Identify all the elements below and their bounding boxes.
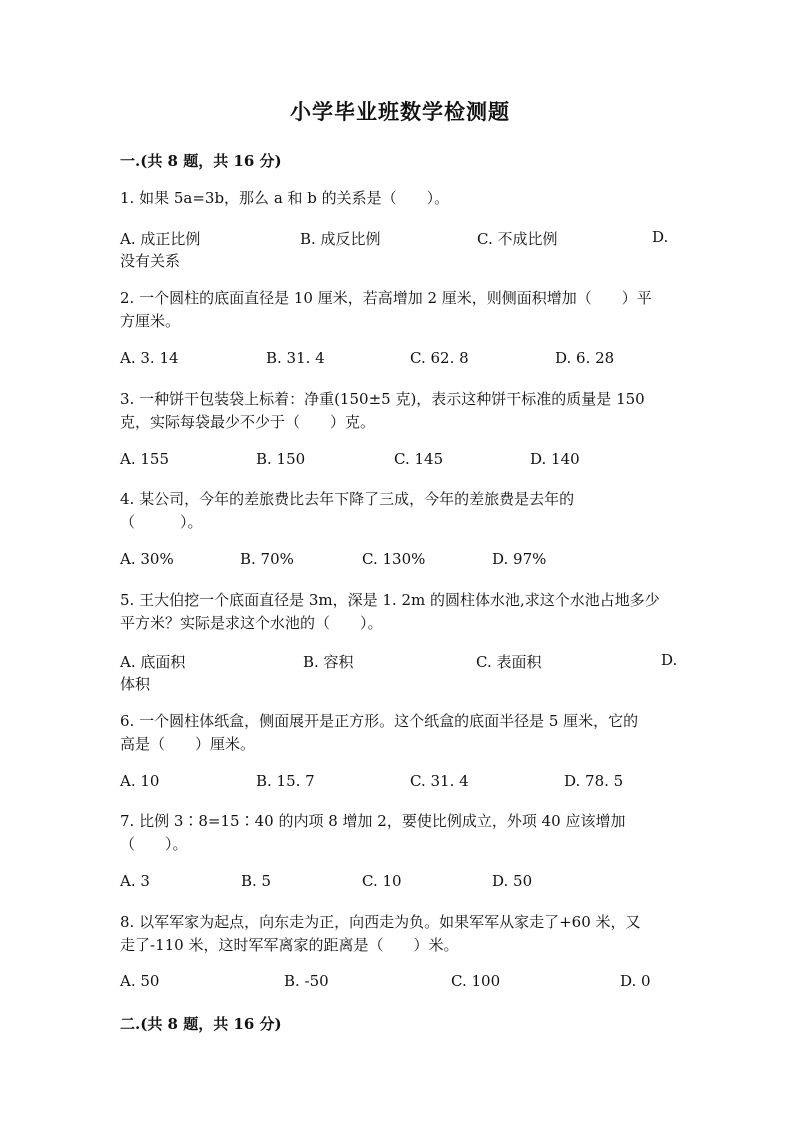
question-stem-line: （ ）。 bbox=[120, 835, 188, 853]
question-stem-line: 4. 某公司，今年的差旅费比去年下降了三成，今年的差旅费是去年的 bbox=[120, 490, 575, 508]
option-c: C. 62. 8 bbox=[410, 349, 469, 367]
option-b: B. 容积 bbox=[303, 653, 354, 671]
option-c: C. 31. 4 bbox=[410, 772, 469, 790]
option-c: C. 130% bbox=[362, 550, 426, 568]
option-a: A. 10 bbox=[120, 772, 160, 790]
option-b: B. 成反比例 bbox=[300, 230, 381, 248]
question-5 bbox=[120, 589, 680, 635]
question-stem-line: 3. 一种饼干包装袋上标着：净重(150±5 克)，表示这种饼干标准的质量是 150 bbox=[120, 390, 645, 408]
option-a: A. 3. 14 bbox=[120, 349, 179, 367]
question-stem-line: 平方米？实际是求这个水池的（ ）。 bbox=[120, 614, 383, 632]
option-b: B. 15. 7 bbox=[256, 772, 315, 790]
question-8 bbox=[120, 911, 680, 957]
option-b: B. 150 bbox=[256, 450, 306, 468]
option-d-text: 没有关系 bbox=[120, 252, 181, 270]
question-stem-line: （ ）。 bbox=[120, 513, 203, 531]
option-d: D. 50 bbox=[492, 872, 533, 890]
option-d: D. 140 bbox=[530, 450, 580, 468]
question-5-options bbox=[120, 651, 680, 697]
question-stem-line: 6. 一个圆柱体纸盒，侧面展开是正方形。这个纸盒的底面半径是 5 厘米，它的 bbox=[120, 712, 639, 730]
question-4 bbox=[120, 488, 680, 534]
option-d: D. bbox=[661, 651, 678, 669]
option-d: D. bbox=[652, 228, 669, 246]
option-d: D. 78. 5 bbox=[564, 772, 624, 790]
option-a: A. 3 bbox=[120, 872, 150, 890]
question-2 bbox=[120, 287, 680, 333]
question-7 bbox=[120, 810, 680, 856]
option-a: A. 155 bbox=[120, 450, 169, 468]
option-a: A. 50 bbox=[120, 972, 160, 990]
option-c: C. 10 bbox=[362, 872, 402, 890]
option-d: D. 6. 28 bbox=[555, 349, 615, 367]
option-c: C. 不成比例 bbox=[477, 230, 558, 248]
question-8-options bbox=[120, 972, 680, 1018]
option-c: C. 100 bbox=[451, 972, 501, 990]
option-b: B. 5 bbox=[241, 872, 272, 890]
option-c: C. 145 bbox=[394, 450, 444, 468]
option-b: B. 31. 4 bbox=[266, 349, 325, 367]
question-6 bbox=[120, 710, 680, 756]
question-stem-line: 方厘米。 bbox=[120, 312, 181, 330]
option-b: B. 70% bbox=[240, 550, 294, 568]
question-stem-line: 克，实际每袋最少不少于（ ）克。 bbox=[120, 413, 376, 431]
option-c: C. 表面积 bbox=[476, 653, 542, 671]
option-a: A. 成正比例 bbox=[120, 230, 201, 248]
option-d: D. 97% bbox=[492, 550, 547, 568]
question-stem-line: 高是（ ）厘米。 bbox=[120, 735, 256, 753]
question-stem-line: 8. 以军军家为起点，向东走为正，向西走为负。如果军军从家走了+60 米，又 bbox=[120, 913, 641, 931]
question-stem-line: 1. 如果 5a=3b，那么 a 和 b 的关系是（ ）。 bbox=[120, 189, 450, 207]
question-1-options bbox=[120, 228, 680, 274]
question-stem-line: 走了-110 米，这时军军离家的距离是（ ）米。 bbox=[120, 936, 459, 954]
option-d-text: 体积 bbox=[120, 675, 151, 693]
section-heading-2: 二.(共 8 题，共 16 分) bbox=[120, 1015, 282, 1033]
option-b: B. -50 bbox=[284, 972, 329, 990]
option-d: D. 0 bbox=[620, 972, 651, 990]
question-stem-line: 5. 王大伯挖一个底面直径是 3m，深是 1. 2m 的圆柱体水池,求这个水池占地多少 bbox=[120, 591, 660, 609]
section-heading-1: 一.(共 8 题，共 16 分) bbox=[120, 152, 282, 170]
question-stem-line: 2. 一个圆柱的底面直径是 10 厘米，若高增加 2 厘米，则侧面积增加（ ）平 bbox=[120, 289, 652, 307]
page-title: 小学毕业班数学检测题 bbox=[290, 99, 510, 124]
option-a: A. 30% bbox=[120, 550, 174, 568]
question-1 bbox=[120, 187, 680, 210]
option-a: A. 底面积 bbox=[120, 653, 186, 671]
question-3 bbox=[120, 388, 680, 434]
question-stem-line: 7. 比例 3∶8=15∶40 的内项 8 增加 2，要使比例成立，外项 40 应该增加 bbox=[120, 812, 626, 830]
